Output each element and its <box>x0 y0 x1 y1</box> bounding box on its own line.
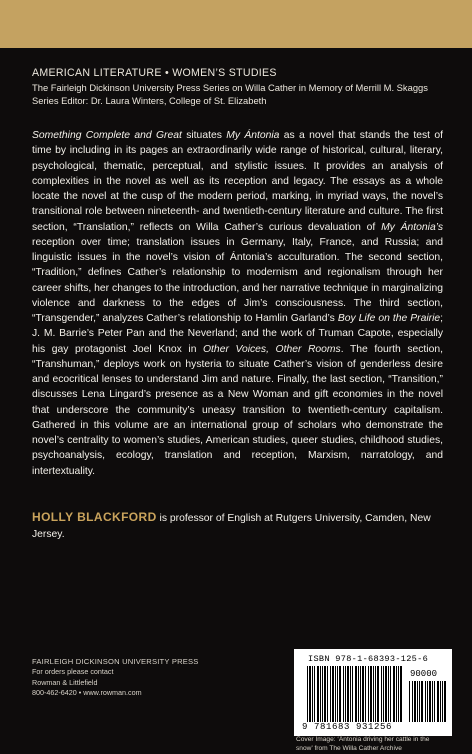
barcode-bar <box>377 666 379 722</box>
series-info <box>32 67 447 107</box>
press-name: FAIRLEIGH DICKINSON UNIVERSITY PRESS <box>32 657 199 666</box>
barcode-bar <box>358 666 359 722</box>
ean-digits: 9 781683 931256 <box>302 722 393 732</box>
novel-title: My Ántonia’s <box>381 221 443 233</box>
barcode-bar <box>322 666 323 722</box>
series-line: The Fairleigh Dickinson University Press Series on Willa Cather in Memory of Merrill M. Skaggs <box>32 82 428 93</box>
barcode-bar <box>309 666 311 722</box>
barcode-bar <box>427 681 428 722</box>
author-bio <box>32 510 443 542</box>
barcode-bar <box>429 681 431 722</box>
text-run: . The fourth section, “Transhuman,” deploys work on hysteria to situate Cather’s vision of genderless desire and ecocritical lenses to understand Jim and nature. Finally, the last section, “Transition,” discusses Lena Lingard’s presence as a New Woman and gift economies in the novel that underscore the community’s uneasy transition to twentieth-century capitalism. Gathered in this volume are an international group of scholars who demonstrate the novel’s centrality to women’s studies, American studies, queer studies, childhood studies, psychoanalysis, ecology, translation and reception, Marxism, narratology, and intertextuality. <box>32 343 443 477</box>
text-run: as a novel that stands the test of time by including in its pages an extraordinarily wide range of historical, cultural, literary, psychological, thematic, perceptual, and stylistic issues. It provides an analysis of complexities in the novel as well as its reception and legacy. The essays as a whole locate the novel at the cusp of the modern period, marking, in myriad ways, the novel’s transitional role between nineteenth- and twentieth-century literature and culture. The first section, “Translation,” reflects on Willa Cather’s curious devaluation of <box>32 130 443 233</box>
barcode-bar <box>425 681 426 722</box>
barcode-bar <box>368 666 369 722</box>
barcode-bar <box>339 666 341 722</box>
barcode-bar <box>440 681 441 722</box>
text-run: reception over time; translation issues in Germany, Italy, France, and Russia; and linguistic issues in the novel’s vision of Ántonia’s acculturation. The second section, “Tradition,” defines Cather’s relationship to modernism and regionalism through her career shifts, her changes to the introduction, and her narrative technique in marginalizing violence and darkness to the edges of Jim’s consciousness. The third section, “Transgender,” analyzes Cather’s relationship to Hamlin Garland’s <box>32 236 443 324</box>
barcode-bar <box>442 681 443 722</box>
barcode-bar <box>370 666 372 722</box>
isbn-text: ISBN 978-1-68393-125-6 <box>308 654 429 664</box>
addon-barcode <box>408 681 446 722</box>
capote-title: Other Voices, Other Rooms <box>203 343 341 355</box>
barcode-bar <box>352 666 353 722</box>
barcode-bar <box>414 681 416 722</box>
barcode-bar <box>393 666 395 722</box>
barcode-bar <box>385 666 387 722</box>
barcode-bar <box>417 681 418 722</box>
barcode-bar <box>444 681 446 722</box>
subject-category: AMERICAN LITERATURE • WOMEN’S STUDIES <box>32 67 277 79</box>
barcode-bar <box>350 666 351 722</box>
barcode-bar <box>320 666 321 722</box>
barcode-panel <box>294 649 452 736</box>
book-description <box>32 128 443 479</box>
barcode-bar <box>409 681 410 722</box>
barcode-bar <box>332 666 334 722</box>
barcode-bar <box>432 681 433 722</box>
barcode-bar <box>398 666 399 722</box>
barcode-bar <box>360 666 361 722</box>
garland-title: Boy Life on the Prairie <box>337 313 441 324</box>
barcode-bar <box>355 666 357 722</box>
author-name: HOLLY BLACKFORD <box>32 510 157 524</box>
barcode-bar <box>327 666 328 722</box>
distributor-name: Rowman & Littlefield <box>32 677 98 687</box>
barcode-bar <box>388 666 389 722</box>
barcode-bar <box>400 666 402 722</box>
barcode-bar <box>421 681 423 722</box>
book-title: Something Complete and Great <box>32 130 182 141</box>
barcode-bar <box>314 666 315 722</box>
barcode-bar <box>324 666 326 722</box>
text-run: situates <box>181 130 227 141</box>
barcode-bar <box>375 666 376 722</box>
cover-credit-line-1: Cover Image: ‘Ántonia driving her cattle in the <box>296 736 430 743</box>
barcode-bar <box>390 666 391 722</box>
barcode-bar <box>317 666 319 722</box>
barcode-bar <box>312 666 313 722</box>
barcode-bar <box>419 681 420 722</box>
price-code: 90000 <box>410 669 438 679</box>
barcode-bar <box>330 666 331 722</box>
novel-title: My Ántonia <box>226 130 280 141</box>
series-editor-line: Series Editor: Dr. Laura Winters, College of St. Elizabeth <box>32 95 267 106</box>
barcode-bar <box>337 666 338 722</box>
barcode-bar <box>345 666 346 722</box>
description-paragraph <box>32 128 443 479</box>
publisher-info <box>32 657 232 699</box>
contact-line: 800-462-6420 • www.rowman.com <box>32 688 142 698</box>
barcode-bar <box>383 666 384 722</box>
orders-line: For orders please contact <box>32 667 114 677</box>
barcode-bar <box>437 681 439 722</box>
barcode-bar <box>412 681 413 722</box>
barcode-bar <box>362 666 364 722</box>
barcode-bar <box>307 666 308 722</box>
barcode-bar <box>396 666 397 722</box>
main-barcode <box>306 666 404 722</box>
barcode-bar <box>373 666 374 722</box>
text-run: ; J. M. Barrie’s Peter Pan and the Neverland; and the work of Truman Capote, especially his gay protagonist Joel Knox in <box>32 313 443 355</box>
barcode-bar <box>434 681 435 722</box>
barcode-bar <box>365 666 366 722</box>
cover-credit-line-2: snow’ from The Willa Cather Archive <box>296 745 402 752</box>
barcode-bar <box>343 666 344 722</box>
barcode-bar <box>335 666 336 722</box>
top-color-band <box>0 0 472 48</box>
author-bio-text: is professor of English at Rutgers University, Camden, New Jersey. <box>32 513 431 540</box>
barcode-bar <box>347 666 349 722</box>
barcode-bar <box>381 666 382 722</box>
